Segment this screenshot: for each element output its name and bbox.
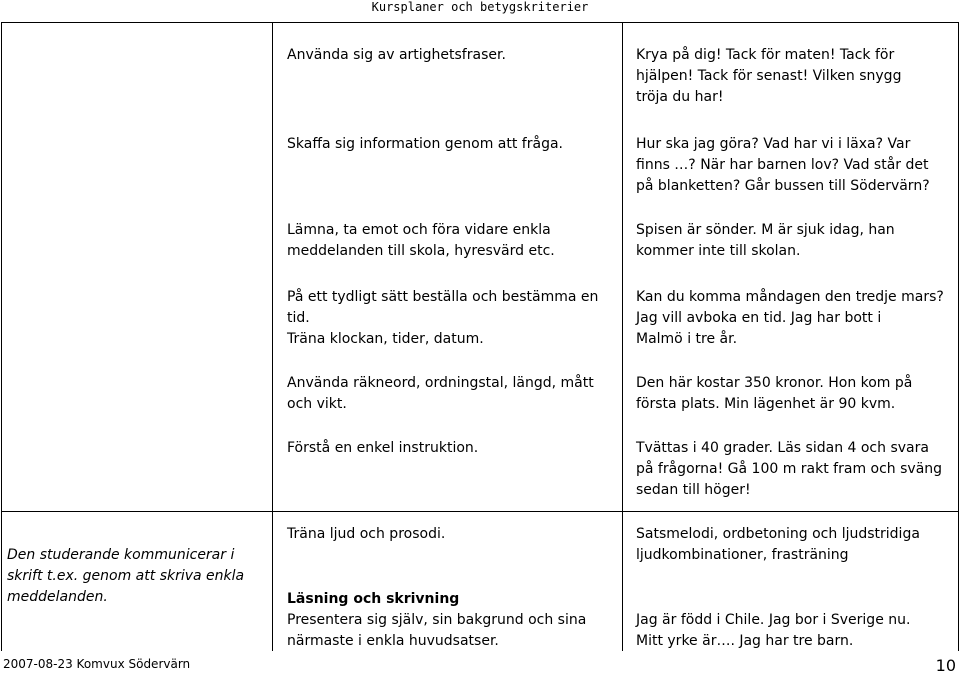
example-line: första plats. Min lägenhet är 90 kvm. bbox=[636, 396, 896, 412]
example-line: Krya på dig! Tack för maten! Tack för bbox=[636, 47, 895, 63]
example-line: kommer inte till skolan. bbox=[636, 243, 801, 259]
example-line: Mitt yrke är…. Jag har tre barn. bbox=[636, 633, 854, 649]
example-line: Spisen är sönder. M är sjuk idag, han bbox=[636, 222, 895, 238]
left-line: meddelanden. bbox=[7, 589, 108, 605]
goal-politeness bbox=[287, 45, 506, 66]
example-line: på frågorna! Gå 100 m rakt fram och sväng bbox=[636, 461, 943, 477]
row-divider-left bbox=[2, 511, 272, 512]
example-numbers bbox=[636, 373, 912, 415]
example-line: Satsmelodi, ordbetoning och ljudstridiga bbox=[636, 526, 920, 542]
goal-line: och vikt. bbox=[287, 396, 347, 412]
example-instruction bbox=[636, 438, 942, 501]
example-line: tröja du har! bbox=[636, 89, 724, 105]
example-line: hjälpen! Tack för senast! Vilken snygg bbox=[636, 68, 902, 84]
example-booking bbox=[636, 287, 944, 350]
goal-line: Använda sig av artighetsfraser. bbox=[287, 47, 506, 63]
left-line: skrift t.ex. genom att skriva enkla bbox=[7, 568, 245, 584]
example-line: Malmö i tre år. bbox=[636, 331, 738, 347]
example-presentation bbox=[636, 610, 910, 652]
goal-line: Förstå en enkel instruktion. bbox=[287, 440, 479, 456]
footer-date-school: 2007-08-23 Komvux Södervärn bbox=[3, 657, 191, 671]
example-line: Hur ska jag göra? Vad har vi i läxa? Var bbox=[636, 136, 911, 152]
example-politeness bbox=[636, 45, 901, 108]
left-cell-text bbox=[7, 545, 244, 608]
example-line: Den här kostar 350 kronor. Hon kom på bbox=[636, 375, 913, 391]
goal-line: Träna ljud och prosodi. bbox=[287, 526, 446, 542]
row-divider-right bbox=[272, 511, 958, 512]
section-heading: Läsning och skrivning bbox=[287, 591, 460, 607]
goal-booking bbox=[287, 287, 598, 350]
page-number: 10 bbox=[935, 656, 956, 675]
goal-messages bbox=[287, 220, 555, 262]
goal-line: tid. bbox=[287, 310, 310, 326]
example-line: Jag är född i Chile. Jag bor i Sverige nu. bbox=[636, 612, 911, 628]
goal-line: Lämna, ta emot och föra vidare enkla bbox=[287, 222, 551, 238]
goal-line: meddelanden till skola, hyresvärd etc. bbox=[287, 243, 555, 259]
example-line: sedan till höger! bbox=[636, 482, 751, 498]
example-line: Kan du komma måndagen den tredje mars? bbox=[636, 289, 944, 305]
page-header: Kursplaner och betygskriterier bbox=[371, 0, 589, 14]
goal-reading-writing bbox=[287, 589, 586, 652]
goal-line: På ett tydligt sätt beställa och bestämma en bbox=[287, 289, 599, 305]
column-divider-1 bbox=[272, 23, 273, 651]
goal-line: närmaste i enkla huvudsatser. bbox=[287, 633, 499, 649]
example-line: på blanketten? Går bussen till Södervärn? bbox=[636, 178, 930, 194]
example-prosody bbox=[636, 524, 920, 566]
example-messages bbox=[636, 220, 895, 262]
goal-line: Använda räkneord, ordningstal, längd, mått bbox=[287, 375, 594, 391]
example-line: ljudkombinationer, frasträning bbox=[636, 547, 849, 563]
goal-line: Presentera sig själv, sin bakgrund och sina bbox=[287, 612, 587, 628]
example-line: finns …? När har barnen lov? Vad står det bbox=[636, 157, 929, 173]
example-questions bbox=[636, 134, 930, 197]
left-line: Den studerande kommunicerar i bbox=[7, 547, 235, 563]
goal-instruction bbox=[287, 438, 478, 459]
column-divider-2 bbox=[622, 23, 623, 651]
goal-prosody bbox=[287, 524, 445, 545]
goal-information bbox=[287, 134, 563, 155]
example-line: Jag vill avboka en tid. Jag har bott i bbox=[636, 310, 882, 326]
goal-line: Skaffa sig information genom att fråga. bbox=[287, 136, 563, 152]
example-line: Tvättas i 40 grader. Läs sidan 4 och svara bbox=[636, 440, 929, 456]
goal-line: Träna klockan, tider, datum. bbox=[287, 331, 484, 347]
goal-numbers bbox=[287, 373, 594, 415]
